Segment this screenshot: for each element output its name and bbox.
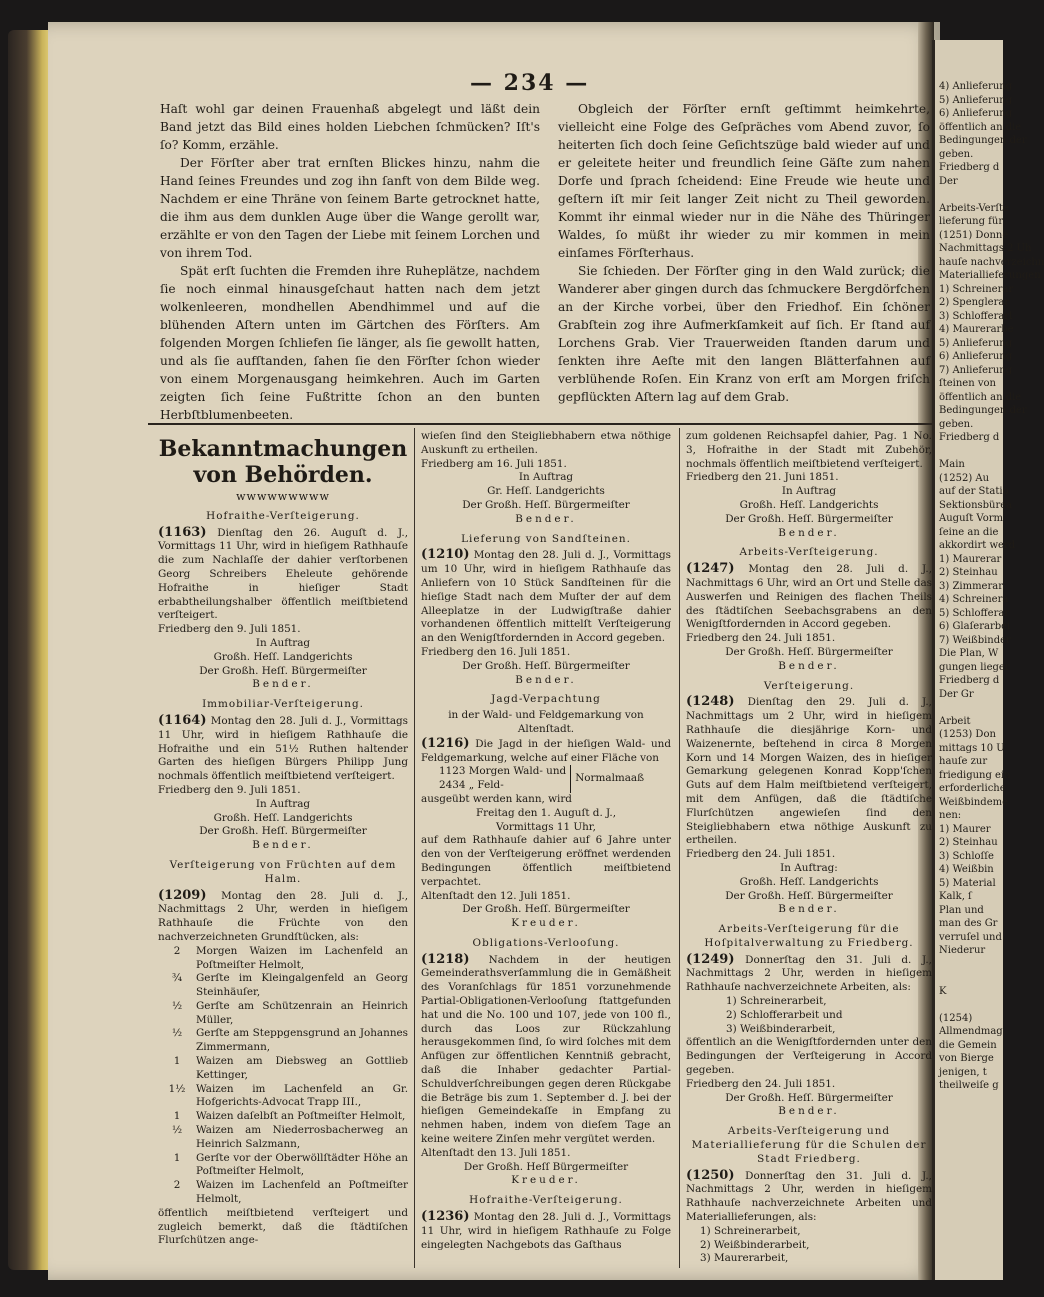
crop-item (158, 1083, 408, 1111)
next-page-line: (1253) Don (939, 729, 996, 740)
next-page-line: mittags 10 U (939, 742, 1005, 754)
notice-number: (1248) (686, 694, 735, 710)
notice-number: (1163) (158, 524, 207, 540)
next-page-line: geben. (939, 148, 974, 160)
area-unit: Normalmaaß (575, 772, 645, 785)
notice-mayor: Der Großh. Heſſ Bürgermeiſter (463, 1160, 629, 1173)
next-page-line: Main (939, 459, 965, 470)
notice-title: Jagd-Verpachtung (491, 693, 601, 706)
next-page-line: geben. (939, 418, 974, 430)
notice-number: (1247) (686, 561, 735, 577)
notice-mayor: Der Großh. Heſſ. Bürgermeiſter (462, 659, 630, 672)
next-page-line (939, 958, 1001, 972)
next-page-line: Materiallieferungen (939, 270, 1041, 281)
story-paragraph: Der Förſter aber trat ernſten Blickes hinzu, nahm die Hand ſeines Freundes und zog ihn ſanft von dem Bilde weg. Nachdem er eine Thräne von ſeinem Barte getrocknet hatte, die ihm aus dem dunklen Auge über die Wange gerollt war, erzählte er von den Tagen der Liebe mit ſeinem Lorchen und von ihrem Tod. (160, 156, 540, 260)
next-page-line: Allmendmag (939, 1026, 1003, 1037)
next-page-line: 7) Weißbinder (939, 634, 1011, 646)
next-page-line: 5) Schlofferar (939, 607, 1010, 619)
next-page-line: 1) Schreinerar (939, 283, 1014, 295)
column-divider (414, 428, 415, 1268)
next-page-line: Kalk, ſ (939, 891, 972, 902)
next-page-line: 5) Anlieferung (939, 337, 1013, 349)
notice-title: Arbeits-Verſteigerung und Materiallieferung für die Schulen der Stadt Friedberg. (691, 1125, 927, 1165)
notice-number: (1210) (421, 547, 470, 563)
notice-date: Friedberg den 24. Juli 1851. (686, 848, 836, 861)
next-page-line: 4) Anlieferung (939, 81, 1013, 92)
story-paragraph: Haſt wohl gar deinen Frauenhaß abgelegt und läßt dein Band jetzt das Bild eines holden Liebchen ſchmücken? Iſt's ſo? Komm, erzähle. (160, 102, 540, 152)
next-page-line: hauſe nachverzeichn (939, 256, 1044, 268)
next-page-line: Arbeits-Verſte (939, 202, 1009, 214)
crop-description: Morgen Waizen im Lachenfeld an Poſtmeiſter Helmolt, (196, 944, 408, 971)
next-page-line: 2) Spenglerar (939, 297, 1010, 308)
next-page-line: 3) Schloſſe (939, 850, 994, 862)
crop-description: Waizen am Diebsweg an Gottlieb Kettinger, (196, 1055, 408, 1081)
notice-mayor: Der Großh. Heſſ. Bürgermeiſter (462, 903, 630, 916)
next-page-line: öffentlich an die (939, 391, 1022, 403)
notice-text: Die Jagd in der hieſigen Wald- und Feldgemarkung, welche auf einer Fläche von (421, 737, 671, 764)
notice-signature: Bender. (252, 678, 314, 691)
crop-quantity: ½ (171, 999, 183, 1012)
notice-date: Friedberg den 24. Juli 1851. (686, 1077, 836, 1090)
next-page-line: Die Plan, W (939, 648, 999, 659)
next-page-line: 5) Material (939, 877, 996, 889)
crop-quantity: 1½ (168, 1082, 186, 1095)
area-block (421, 765, 671, 793)
next-page-line: Nachmittags 2 Uh (939, 243, 1032, 254)
notice-signature: Bender. (252, 839, 314, 852)
section-rule (148, 423, 932, 425)
notice-text: wieſen ſind den Steigliebhabern etwa nöthige Auskunft zu ertheilen. (421, 430, 671, 456)
next-page-line: 4) Maurerarbe (939, 324, 1014, 335)
next-page-line: 4) Weißbin (939, 864, 994, 875)
crop-quantity: ½ (171, 1124, 183, 1137)
notice-text: Dienſtag den 26. Auguſt d. J., Vormittags 11 Uhr, wird in hieſigem Rathhauſe die zum Nachlaſſe der dahier verſtorbenen Georg Schreibers Eheleute gehörende Hofraithe in hieſiger Stadt erbabtheilungshalber öffentlich meiſtbietend verſteigert. (158, 526, 408, 622)
notice-when: Vormittags 11 Uhr, (496, 820, 596, 833)
notices-column-1 (158, 430, 408, 1248)
notice-title: Verſteigerung von Früchten auf dem Halm. (169, 858, 397, 885)
next-page-line (939, 445, 1001, 459)
notice-text: Donnerſtag den 31. Juli d. J., Nachmittags 2 Uhr, werden in hieſigem Rathhauſe nachverzeichnete Arbeiten, als: (686, 953, 932, 994)
notice-text: zum goldenen Reichsapfel dahier, Pag. 1 No. 3, Hofraithe in der Stadt mit Zubehör, nochmals öffentlich meiſtbietend verſteigert. (686, 430, 932, 470)
notice-auftrag: In Auftrag (255, 636, 311, 649)
notice-mayor: Der Großh. Heſſ. Bürgermeiſter (199, 825, 367, 838)
next-page-line: hauſe zur (939, 756, 988, 767)
next-page-line: ſteinen von (939, 378, 996, 389)
notice-text: Montag den 28. Juli d. J., Vormittags 11 Uhr, wird in hieſigem Rathhauſe zu Folge eingelegten Nachgebots das Gaſthaus (421, 1211, 672, 1251)
list-item: 1) Schreinerarbeit, (700, 1224, 801, 1237)
notice-date: Altenſtadt den 12. Juli 1851. (421, 889, 571, 902)
notice-auftrag: In Auftrag: (780, 861, 838, 874)
notice-text: auf dem Rathhauſe dahier auf 6 Jahre unter den von der Verſteigerung eröffnet werdenden Bedingungen öffentlich meiſtbietend verpachtet. (421, 834, 671, 888)
page-number: — 234 — (470, 70, 590, 96)
next-page-line: 6) Glaſerarbei (939, 621, 1011, 632)
next-page-line: K (939, 985, 947, 997)
notice-title: Arbeits-Verſteigerung. (739, 546, 879, 559)
notice-title: Arbeits-Verſteigerung für die Hoſpitalverwaltung zu Friedberg. (704, 923, 914, 949)
next-page-line: (1252) Au (939, 472, 990, 484)
notice-title: Obligations-Verlooſung. (472, 936, 620, 949)
story-paragraph: Obgleich der Förſter ernſt geſtimmt heimkehrte, vielleicht eine Folge des Geſpräches vom Abend zuvor, ſo heiterten ſich doch ſeine Geſichtszüge bald wieder auf und er geleitete heiter und freundlich ſeine Gäſte zum nahen Dorfe und ſprach ſcheidend: Eine Freude wie heute und geſtern iſt mir ſeit langer Zeit nicht zu Theil geworden. Kommt ihr einmal wieder nur in die Nähe des Thüringer Waldes, ſo müßt ihr wieder zu mir kommen in mein einſames Förſterhaus. (558, 102, 930, 260)
list-item: 1) Schreinerarbeit, (726, 995, 827, 1008)
next-page-line: gungen lieger (939, 661, 1010, 673)
story-column-right (558, 100, 930, 406)
next-page-line: 6) Anlieferung (939, 351, 1013, 362)
notice-signature: Bender. (778, 659, 840, 672)
crop-quantity: 1 (173, 1151, 181, 1164)
notice-signature: Bender. (515, 512, 577, 525)
next-page-line: Friedberg d (939, 162, 1000, 173)
next-page-line: von Bierge (939, 1053, 994, 1064)
notice-text: Montag den 28. Juli d. J., Nachmittags 2 Uhr, werden in hieſigem Rathhauſe die Früchte von den nachverzeichneten Grundſtücken, als: (158, 889, 408, 943)
notice-title: Verſteigerung. (763, 679, 855, 692)
next-page-line (939, 188, 1001, 202)
crop-description: Gerſte im Kleingalgenfeld an Georg Steinhäuſer, (196, 972, 408, 999)
next-page-line: nen: (939, 810, 962, 821)
crop-item (158, 1152, 408, 1180)
next-page-line: man des Gr (939, 918, 998, 929)
crop-description: Waizen daſelbſt an Poſtmeiſter Helmolt, (196, 1110, 406, 1123)
notice-title: Immobiliar-Verſteigerung. (202, 698, 364, 711)
next-page-fragment (932, 40, 1044, 1280)
next-page-line: 1) Maurerar (939, 553, 1002, 565)
notice-mayor: Der Großh. Heſſ. Bürgermeiſter (725, 889, 893, 902)
notice-office: Großh. Heſſ. Landgerichts (739, 498, 879, 511)
story-column-left (160, 100, 540, 424)
crop-quantity: ¾ (171, 972, 183, 985)
next-page-line (939, 998, 1001, 1012)
list-item: 3) Weißbinderarbeit, (726, 1022, 836, 1035)
next-page-line: ſeine an die (939, 526, 999, 538)
area-line: 2434 „ Feld- (439, 779, 504, 792)
notices-column-2 (421, 430, 671, 1252)
next-page-line: Niederur (939, 945, 986, 956)
crop-item (158, 1124, 408, 1152)
notice-office: Großh. Heſſ. Landgerichts (213, 650, 353, 663)
notice-text: Montag den 28. Juli d. J., Vormittags 11 Uhr, wird in hieſigem Rathhauſe die Hofraithe und ein 51½ Ruthen haltender Garten des hieſigen Bürgers Philipp Jung nochmals öffentlich meiſtbietend verſteigert. (158, 714, 409, 783)
next-page-line: akkordirt werd (939, 540, 1016, 551)
next-page-line: theilweiſe g (939, 1080, 999, 1091)
notice-date: Altenſtadt den 13. Juli 1851. (421, 1146, 571, 1159)
notice-office: Großh. Heſſ. Landgerichts (739, 875, 879, 888)
notice-mayor: Der Großh. Heſſ. Bürgermeiſter (725, 645, 893, 658)
next-page-line: 2) Steinhau (939, 567, 998, 578)
crop-item (158, 1179, 408, 1207)
next-page-line: Arbeit (939, 715, 971, 727)
notice-signature: Bender. (778, 903, 840, 916)
crop-item (158, 1000, 408, 1028)
notice-mayor: Der Großh. Heſſ. Bürgermeiſter (725, 1091, 893, 1104)
notice-when: Freitag den 1. Auguſt d. J., (475, 806, 617, 819)
next-page-text (935, 40, 1044, 1093)
notice-number: (1209) (158, 887, 207, 903)
crop-description: Waizen im Lachenfeld an Poſtmeiſter Helmolt, (196, 1179, 408, 1206)
notice-number: (1249) (686, 951, 735, 967)
next-page-line: Sektionsbürea (939, 499, 1013, 511)
notice-signature: Kreuder. (511, 917, 581, 930)
crop-item (158, 945, 408, 973)
notice-number: (1218) (421, 951, 470, 967)
next-page-line: Der Gr (939, 688, 974, 700)
notice-text: Montag den 28. Juli d. J., Vormittags um 10 Uhr, wird in hieſigem Rathhauſe das Anliefern von 10 Stück Sandſteinen für die hieſige Stadt nach dem Muſter der auf dem Alleeplatze in der Ludwigſtraße dahier vorhandenen öffentlich mittelſt Verſteigerung an den Wenigſtfordernden in Accord gegeben. (421, 549, 672, 645)
next-page-line: Plan und (939, 904, 984, 916)
notices-column-3 (686, 430, 932, 1266)
crop-description: Gerſte vor der Oberwöllſtädter Höhe an Poſtmeiſter Helmolt, (196, 1151, 408, 1178)
notice-date: Friedberg den 9. Juli 1851. (158, 783, 301, 796)
notice-signature: Bender. (515, 673, 577, 686)
crop-description: Gerſte am Steppgensgrund an Johannes Zimmermann, (196, 1027, 408, 1054)
notice-office: Großh. Heſſ. Landgerichts (213, 811, 353, 824)
notices-heading: Bekanntmachungen von Behörden. (158, 436, 408, 488)
notice-title: Hofraithe-Verſteigerung. (206, 509, 360, 522)
notice-text: Dienſtag den 29. Juli d. J., Nachmittags um 2 Uhr, wird in hieſigem Rathhauſe die diesjährige Korn- und Waizenernte, beſtehend in circa 8 Morgen Korn und 14 Morgen Waizen, des in hieſiger Gemarkung gelegenen Konrad Kopp'ſchen Guts auf dem Halm meiſtbietend verſteigert, mit dem Anfügen, daß die ſtädtiſche Flurſchützen angewieſen ſind den Steigliebhabern etwa nöthige Auskunft zu ertheilen. (686, 696, 932, 847)
notice-signature: Bender. (778, 526, 840, 539)
next-page-line: jenigen, t (939, 1066, 987, 1078)
next-page-line: 3) Zimmerar (939, 580, 1003, 592)
next-page-line: lieferung für (939, 216, 1004, 227)
next-page-line: (1251) Donne (939, 229, 1009, 241)
next-page-line: Der (939, 175, 958, 187)
next-page-line: Weißbindeme (939, 796, 1009, 808)
notice-text: öffentlich an die Wenigſtfordernden unter den Bedingungen der Verſteigerung in Accord gegeben. (686, 1036, 932, 1077)
crop-quantity: 2 (173, 1179, 181, 1192)
notice-text: Donnerſtag den 31. Juli d. J., Nachmittags 2 Uhr, werden in hieſigem Rathhauſe nachverzeichnete Arbeiten und Materiallieferungen, als: (686, 1169, 932, 1224)
crop-item (158, 1027, 408, 1055)
ornament: ᴡᴡᴡᴡᴡᴡᴡᴡᴡ (236, 490, 330, 503)
next-page-line: 6) Anlieferung (939, 108, 1013, 119)
next-page-line (939, 701, 1001, 715)
notice-date: Friedberg den 16. Juli 1851. (421, 645, 571, 658)
crop-description: Waizen im Lachenfeld an Gr. Hofgerichts-Advocat Trapp III., (196, 1082, 408, 1109)
notice-mayor: Der Großh. Heſſ. Bürgermeiſter (725, 512, 893, 525)
next-page-line: verruſel und (939, 931, 1002, 943)
notice-date: Friedberg den 24. Juli 1851. (686, 632, 836, 645)
notice-auftrag: In Auftrag (518, 471, 574, 484)
crop-description: Waizen am Niederrosbacherweg an Heinrich Salzmann, (196, 1124, 408, 1150)
notice-date: Friedberg den 9. Juli 1851. (158, 623, 301, 636)
notice-signature: Bender. (778, 1105, 840, 1118)
notice-text: Nachdem in der heutigen Gemeinderathsverſammlung die in Gemäßheit des Voranſchlags für 1851 vorzunehmende Partial-Obligationen-Verlooſung ſtattgefunden hat und die No. 100 und 107, jede von 100 fl., durch das Loos zur Rückzahlung herausgekommen ſind, ſo wird ſolches mit dem Anfügen zur öffentlichen Kenntniß gebracht, daß die Inhaber gedachter Partial-Schuldverſchreibungen gegen deren Rückgabe die Beträge bis zum 1. September d. J. bei der hieſigen Gemeindekaſſe in Empfang zu nehmen haben, indem von dieſem Tage an keine weitere Zinſen mehr vergütet werden. (421, 953, 671, 1146)
notice-title: Lieferung von Sandſteinen. (461, 532, 631, 545)
next-page-line: 2) Steinhau (939, 837, 998, 848)
next-page-line: (1254) (939, 1012, 973, 1024)
notice-office: Gr. Heſſ. Landgerichts (487, 485, 605, 498)
notice-auftrag: In Auftrag (255, 797, 311, 810)
notice-number: (1250) (686, 1167, 735, 1183)
next-page-line: 5) Anlieferung (939, 94, 1013, 106)
notice-mayor: Der Großh. Heſſ. Bürgermeiſter (199, 664, 367, 677)
next-page-line: 1) Maurer (939, 823, 991, 835)
next-page-line: Friedberg d (939, 432, 1000, 443)
story-paragraph: Sie ſchieden. Der Förſter ging in den Wald zurück; die Wanderer aber gingen durch das ſchmuckere Bergdörfchen an der Kirche vorbei, über den Friedhof. Ein ſchöner Grabſtein zog ihre Aufmerkſamkeit auf ſich. Er ſtand auf Lorchens Grab. Vier Trauerweiden ſtanden darum und ſenkten ihre Aeſte mit den langen Blätterfahnen auf verblühende Roſen. Ein Kranz von erſt am Morgen friſch gepflückten Aſtern lag auf dem Grab. (558, 264, 930, 404)
next-page-line: friedigung ein (939, 769, 1011, 781)
next-page-line: erforderliche (939, 783, 1006, 794)
next-page-line: Bedingungen der (939, 405, 1027, 416)
next-page-line: Auguſt Vorm (939, 513, 1003, 524)
next-page-line: Bedingungen der (939, 135, 1027, 146)
notice-text: Montag den 28. Juli d. J., Nachmittags 6 Uhr, wird an Ort und Stelle das Auswerfen und Reinigen des flachen Theils des ſtädtiſchen Seebachsgrabens an den Wenigſtfordernden in Accord gegeben. (686, 563, 933, 631)
crop-item (158, 1110, 408, 1124)
list-item: 3) Maurerarbeit, (700, 1252, 789, 1265)
notice-title: Hofraithe-Verſteigerung. (469, 1194, 623, 1207)
crop-item (158, 1055, 408, 1083)
notice-number: (1164) (158, 712, 207, 728)
list-item: 2) Weißbinderarbeit, (700, 1238, 810, 1251)
area-line: 1123 Morgen Wald- und (439, 765, 567, 778)
notice-date: Friedberg am 16. Juli 1851. (421, 457, 567, 470)
notice-number: (1236) (421, 1209, 470, 1225)
next-page-line: Friedberg d (939, 675, 1000, 686)
notice-subtitle: in der Wald- und Feldgemarkung von Altenſtadt. (448, 709, 644, 735)
crop-quantity: ½ (171, 1027, 183, 1040)
column-divider (679, 428, 680, 1268)
next-page-line: die Gemein (939, 1039, 997, 1051)
notice-date: Friedberg den 21. Juni 1851. (686, 471, 839, 484)
notice-number: (1216) (421, 735, 470, 751)
next-page-line: auf der Statio (939, 486, 1009, 497)
next-page-line: öffentlich an die (939, 121, 1022, 133)
notice-signature: Kreuder. (511, 1174, 581, 1187)
crop-list (158, 945, 408, 1207)
crop-item (158, 972, 408, 1000)
notice-text: öffentlich meiſtbietend verſteigert und zugleich bemerkt, daß die ſtädtiſchen Flurſchützen ange- (158, 1206, 408, 1247)
crop-quantity: 1 (173, 1055, 181, 1068)
story-paragraph: Spät erſt ſuchten die Fremden ihre Ruheplätze, nachdem ſie noch einmal hinausgeſchaut hatten nach dem jetzt wolkenleeren, mondhellen Abendhimmel und auf die blühenden Aſtern unten im Gärtchen des Förſters. Am folgenden Morgen ſchliefen ſie länger, als ſie gewollt hatten, und als ſie aufſtanden, ſahen ſie den Förſter ſchon wieder von einem Morgenausgang heimkehren. Auch im Garten zeigten ſich ſeine Fußtritte ſchon an den bunten Herbſtblumenbeeten. (160, 264, 540, 422)
list-item: 2) Schlofferarbeit und (726, 1008, 843, 1021)
notice-auftrag: In Auftrag (781, 485, 837, 498)
crop-description: Gerſte am Schützenrain an Heinrich Müller, (196, 999, 408, 1026)
notice-mayor: Der Großh. Heſſ. Bürgermeiſter (462, 498, 630, 511)
notice-text: ausgeübt werden kann, wird (421, 792, 572, 805)
next-page-line: 3) Schlofferarl (939, 310, 1013, 322)
crop-quantity: 1 (173, 1110, 181, 1123)
next-page-line (939, 971, 1001, 985)
next-page-line: 4) Schreinera (939, 594, 1009, 605)
next-page-line: 7) Anlieferung (939, 364, 1013, 376)
crop-quantity: 2 (173, 944, 181, 957)
